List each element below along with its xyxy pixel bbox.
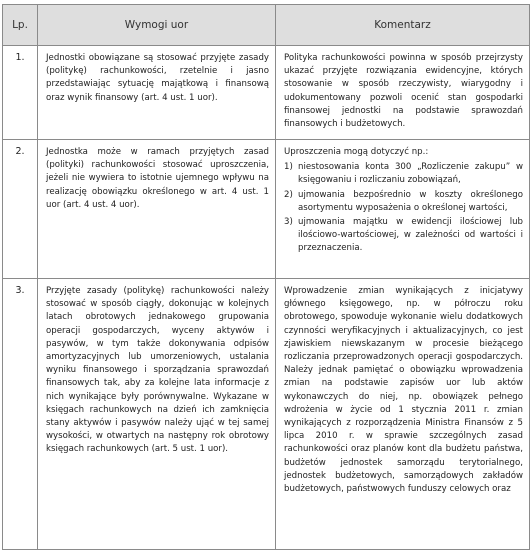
row-number: 1. (3, 46, 38, 140)
list-item-number: 1) (284, 162, 293, 173)
table-row (3, 140, 530, 279)
table-row (3, 279, 530, 550)
list-item-text: ujmowania bezpośrednio w koszty określonego asortymentu wyposażenia o określonej wartości, (298, 189, 523, 213)
list-item (284, 189, 523, 215)
list-item-number: 3) (284, 217, 293, 228)
list-item-text: ujmowania majątku w ewidencji ilościowej lub ilościowo-wartościowej, w zależności od wartości i przeznaczenia. (298, 217, 523, 254)
table-row (3, 46, 530, 140)
table-header-row (3, 5, 530, 46)
row-number: 3. (3, 279, 38, 550)
comment-cell (276, 279, 530, 550)
simplifications-list (284, 161, 523, 255)
comment-intro: Uproszczenia mogą dotyczyć np.: (284, 147, 429, 157)
requirement-text: Jednostki obowiązane są stosować przyjęte zasady (politykę) rachunkowości, rzetelnie i jasno przedstawiając sytuację majątkową i finansową oraz wynik finansowy (art. 4 ust. 1 uor). (38, 46, 276, 140)
requirement-text: Jednostka może w ramach przyjętych zasad (polityki) rachunkowości stosować uproszczenia, jeżeli nie wywiera to istotnie ujemnego wpływu na realizację obowiązku określonego w art. 4 ust. 1 uor (art. 4 ust. 4 uor). (38, 140, 276, 279)
comment-text: Polityka rachunkowości powinna w sposób przejrzysty ukazać przyjęte rozwiązania ewidencyjne, których stosowanie w sposób rzeczywisty, wiarygodny i udokumentowany pozwoli ocenić stan gospodarki finansowej jednostki na podstawie sprawozdań finansowych i budżetowych. (284, 53, 523, 130)
list-item (284, 161, 523, 187)
header-requirements: Wymogi uor (38, 5, 276, 46)
list-item (284, 216, 523, 256)
policy-table (2, 4, 530, 550)
comment-text: Wprowadzenie zmian wynikających z inicjatywy głównego księgowego, np. w półroczu roku obrotowego, spowoduje wykonanie wielu dodatkowych czynności weryfikacyjnych i aktualizacyjnych, co jest zjawiskiem niewskazanym w procesie bieżącego rozliczania przeprowadzonych operacji gospodarczych. Należy jednak pamiętać o obowiązku wprowadzenia zmian na podstawie zapisów uor lub aktów wykonawczych do niej, np. obowiązek pełnego wdrożenia w życie od 1 stycznia 2011 r. zmian wynikających z rozporządzenia Ministra Finansów z 5 lipca 2010 r. w sprawie szczególnych zasad rachunkowości oraz planów kont dla budżetu państwa, budżetów jednostek samorządu terytorialnego, jednostek budżetowych, samorządowych zakładów budżetowych, państwowych funduszy celowych oraz (284, 286, 523, 495)
header-comment: Komentarz (276, 5, 530, 46)
comment-cell (276, 46, 530, 140)
list-item-text: niestosowania konta 300 „Rozliczenie zakupu” w księgowaniu i rozliczaniu zobowiązań, (298, 162, 523, 186)
list-item-number: 2) (284, 189, 293, 200)
header-lp: Lp. (3, 5, 38, 46)
comment-cell (276, 140, 530, 279)
row-number: 2. (3, 140, 38, 279)
requirement-text: Przyjęte zasady (politykę) rachunkowości należy stosować w sposób ciągły, dokonując w kolejnych latach obrotowych jednakowego grupowania operacji gospodarczych, wyceny aktywów i pasywów, w tym także dokonywania odpisów amortyzacyjnych lub umorzeniowych, ustalania wyniku finansowego i sporządzania sprawozdań finansowych tak, aby za kolejne lata informacje z nich wynikające były porównywalne. Wykazane w księgach rachunkowych na dzień ich zamknięcia stany aktywów i pasywów należy ująć w tej samej wysokości, w otwartych na następny rok obrotowy księgach rachunkowych (art. 5 ust. 1 uor). (38, 279, 276, 550)
